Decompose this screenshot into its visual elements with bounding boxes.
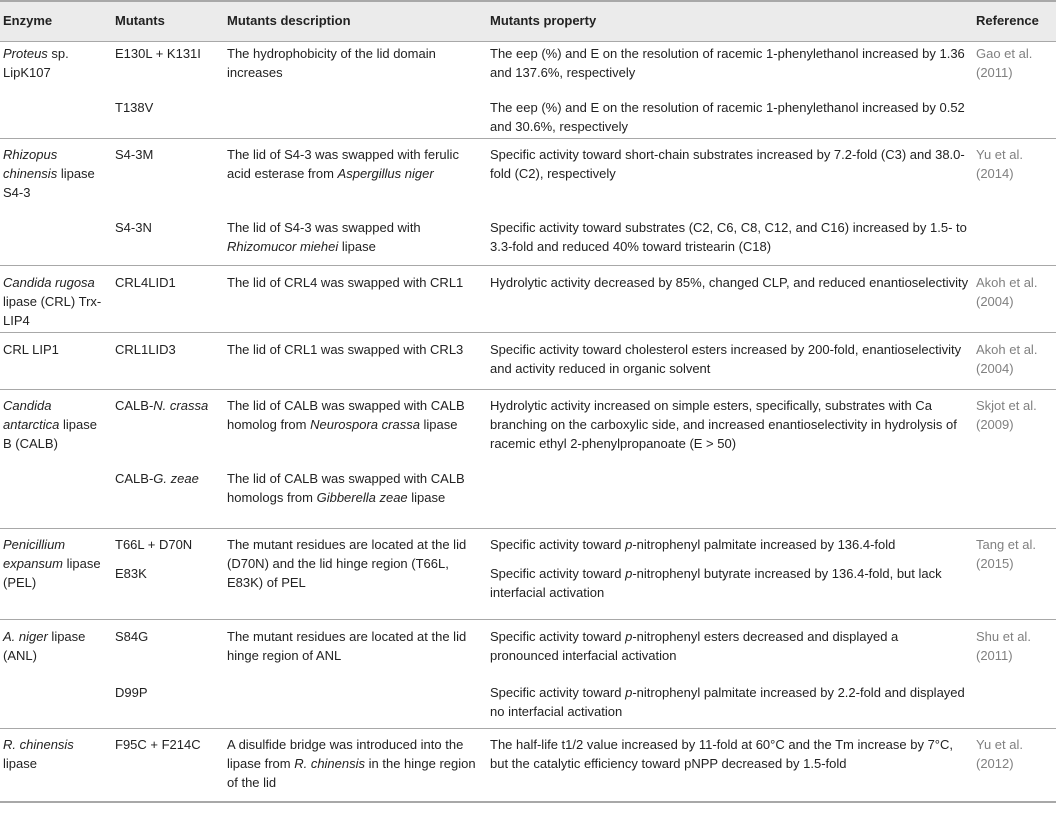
description-cell: The mutant residues are located at the lid hinge region of ANL	[227, 629, 467, 663]
header-property: Mutants property	[490, 13, 597, 28]
property-cell: Specific activity toward cholesterol esters increased by 200-fold, enantioselectivity and activity reduced in organic solvent	[490, 342, 962, 376]
enzyme-cell: R. chinensis lipase	[3, 737, 74, 771]
reference-cell: Shu et al. (2011)	[976, 629, 1031, 663]
reference-cell: Tang et al. (2015)	[976, 537, 1036, 571]
enzyme-cell: Candida rugosa lipase (CRL) Trx-LIP4	[3, 275, 102, 328]
table-header	[0, 0, 1056, 42]
enzyme-cell: CRL LIP1	[3, 342, 59, 357]
property-cell: Specific activity toward p-nitrophenyl palmitate increased by 2.2-fold and displayed no interfacial activation	[490, 685, 965, 719]
reference-cell: Gao et al. (2011)	[976, 46, 1033, 80]
reference-cell: Yu et al. (2012)	[976, 737, 1023, 771]
reference-cell: Akoh et al. (2004)	[976, 275, 1038, 309]
description-cell: The lid of S4-3 was swapped with Rhizomucor miehei lipase	[227, 220, 421, 254]
reference-cell: Yu et al. (2014)	[976, 147, 1023, 181]
table-row	[0, 729, 1056, 803]
mutant-cell: E83K	[115, 566, 147, 581]
table-row	[0, 266, 1056, 333]
property-cell: Specific activity toward p-nitrophenyl esters decreased and displayed a pronounced interfacial activation	[490, 629, 899, 663]
description-cell: The lid of CALB was swapped with CALB homolog from Neurospora crassa lipase	[227, 398, 465, 432]
table-row	[0, 139, 1056, 266]
enzyme-cell: Proteus sp. LipK107	[3, 46, 69, 80]
table-row	[0, 390, 1056, 529]
reference-cell: Akoh et al. (2004)	[976, 342, 1038, 376]
enzyme-cell: Penicillium expansum lipase (PEL)	[3, 537, 101, 590]
header-description: Mutants description	[227, 13, 351, 28]
property-cell: Specific activity toward substrates (C2, C6, C8, C12, and C16) increased by 1.5- to 3.3-fold and reduced 40% toward tristearin (C18)	[490, 220, 967, 254]
reference-cell: Skjot et al. (2009)	[976, 398, 1037, 432]
property-cell: Specific activity toward p-nitrophenyl palmitate increased by 136.4-fold	[490, 537, 896, 552]
property-cell: Hydrolytic activity increased on simple esters, specifically, substrates with Ca branching on the carboxylic side, and increased enantioselectivity in hydrolysis of racemic ethyl 2-phenylpropanoate (E > 50)	[490, 398, 957, 451]
table-row	[0, 529, 1056, 620]
description-cell: The lid of S4-3 was swapped with ferulic acid esterase from Aspergillus niger	[227, 147, 459, 181]
property-cell: Specific activity toward p-nitrophenyl butyrate increased by 136.4-fold, but lack interfacial activation	[490, 566, 942, 600]
property-cell: Specific activity toward short-chain substrates increased by 7.2-fold (C3) and 38.0-fold (C2), respectively	[490, 147, 965, 181]
description-cell: A disulfide bridge was introduced into the lipase from R. chinensis in the hinge region of the lid	[227, 737, 476, 790]
enzyme-cell: A. niger lipase (ANL)	[3, 629, 86, 663]
mutant-cell: CRL4LID1	[115, 275, 176, 290]
description-cell: The lid of CRL4 was swapped with CRL1	[227, 275, 464, 290]
description-cell: The lid of CALB was swapped with CALB homologs from Gibberella zeae lipase	[227, 471, 465, 505]
mutant-cell: S4-3N	[115, 220, 152, 235]
mutant-cell: CALB-G. zeae	[115, 471, 199, 486]
table-row	[0, 620, 1056, 729]
mutant-cell: CALB-N. crassa	[115, 398, 209, 413]
description-cell: The lid of CRL1 was swapped with CRL3	[227, 342, 464, 357]
header-mutants: Mutants	[115, 13, 165, 28]
description-cell: The hydrophobicity of the lid domain increases	[227, 46, 436, 80]
table-row	[0, 42, 1056, 139]
mutant-cell: F95C + F214C	[115, 737, 201, 752]
description-cell: The mutant residues are located at the lid (D70N) and the lid hinge region (T66L, E83K) of PEL	[227, 537, 467, 590]
mutant-cell: CRL1LID3	[115, 342, 176, 357]
mutant-cell: T138V	[115, 100, 154, 115]
enzyme-cell: Candida antarctica lipase B (CALB)	[3, 398, 97, 451]
mutant-cell: S84G	[115, 629, 149, 644]
mutant-cell: D99P	[115, 685, 148, 700]
enzyme-cell: Rhizopus chinensis lipase S4-3	[3, 147, 95, 200]
mutant-cell: S4-3M	[115, 147, 154, 162]
property-cell: The eep (%) and E on the resolution of racemic 1-phenylethanol increased by 0.52 and 30.6%, respectively	[490, 100, 965, 134]
header-reference: Reference	[976, 13, 1039, 28]
table-row	[0, 333, 1056, 390]
mutant-cell: E130L + K131I	[115, 46, 201, 61]
property-cell: Hydrolytic activity decreased by 85%, changed CLP, and reduced enantioselectivity	[490, 275, 969, 290]
mutant-cell: T66L + D70N	[115, 537, 193, 552]
property-cell: The eep (%) and E on the resolution of racemic 1-phenylethanol increased by 1.36 and 137.6%, respectively	[490, 46, 965, 80]
header-enzyme: Enzyme	[3, 13, 53, 28]
property-cell: The half-life t1/2 value increased by 11-fold at 60°C and the Tm increase by 7°C, but the catalytic efficiency toward pNPP decreased by 1.5-fold	[490, 737, 953, 771]
